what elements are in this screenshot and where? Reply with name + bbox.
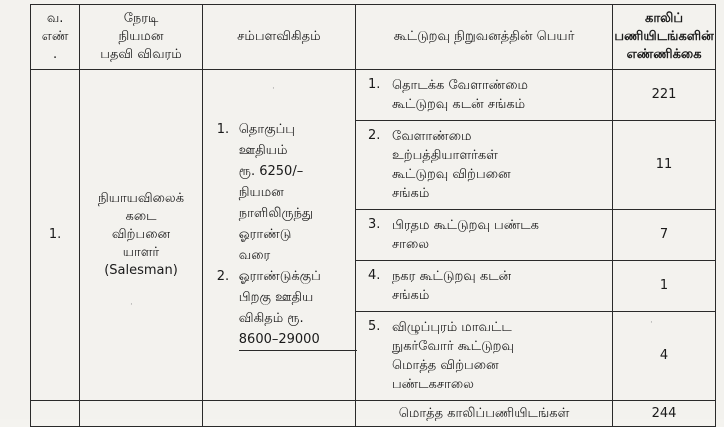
society-cell: 1. தொடக்க வேளாண்மை கூட்டுறவு கடன் சங்கம்: [355, 70, 612, 121]
vacancy-table: [30, 4, 716, 427]
table-row: [31, 70, 716, 121]
count-cell: 221: [613, 70, 716, 121]
total-count: 244: [613, 401, 716, 427]
scan-speck: ·: [272, 84, 275, 94]
count-cell: 7: [613, 210, 716, 261]
header-sno: வ. எண் .: [31, 5, 80, 70]
header-post: நேரடி நியமன பதவி விவரம்: [80, 5, 203, 70]
scale-underline: [239, 350, 357, 351]
society-cell: 2. வேளாண்மை உற்பத்தியாளர்கள் கூட்டுறவு விற்பனை சங்கம்: [355, 121, 612, 210]
total-empty-cell: [202, 401, 355, 427]
count-cell: 4: [613, 312, 716, 401]
header-pay: சம்பளவிகிதம்: [202, 5, 355, 70]
total-row: [31, 401, 716, 427]
total-empty-cell: [80, 401, 203, 427]
scan-speck: ·: [130, 300, 133, 310]
society-cell: 5. விழுப்புரம் மாவட்ட நுகர்வோர் கூட்டுறவு மொத்த விற்பனை பண்டகசாலை: [355, 312, 612, 401]
pay-scale-cell: [202, 70, 355, 401]
sno-cell: 1.: [31, 70, 80, 401]
pay-scale-item: 1. தொகுப்பு ஊதியம் ரூ. 6250/– நியமன நாளிலிருந்து ஓராண்டு வரை: [216, 122, 314, 263]
total-empty-cell: [31, 401, 80, 427]
total-label: மொத்த காலிப்பணியிடங்கள்: [355, 401, 612, 427]
count-cell: 11: [613, 121, 716, 210]
society-cell: 4. நகர கூட்டுறவு கடன் சங்கம்: [355, 261, 612, 312]
header-row: [31, 5, 716, 70]
pay-scale-item: 2. ஓராண்டுக்குப் பிறகு ஊதிய விகிதம் ரூ. 8600–29000: [216, 269, 321, 347]
header-count: காலிப் பணியிடங்களின் எண்ணிக்கை: [613, 5, 716, 70]
scan-speck: ·: [650, 318, 653, 328]
post-cell: நியாயவிலைக் கடை விற்பனை யாளர் (Salesman): [80, 70, 203, 401]
header-society: கூட்டுறவு நிறுவனத்தின் பெயர்: [355, 5, 612, 70]
society-cell: 3. பிரதம கூட்டுறவு பண்டக சாலை: [355, 210, 612, 261]
count-cell: 1: [613, 261, 716, 312]
